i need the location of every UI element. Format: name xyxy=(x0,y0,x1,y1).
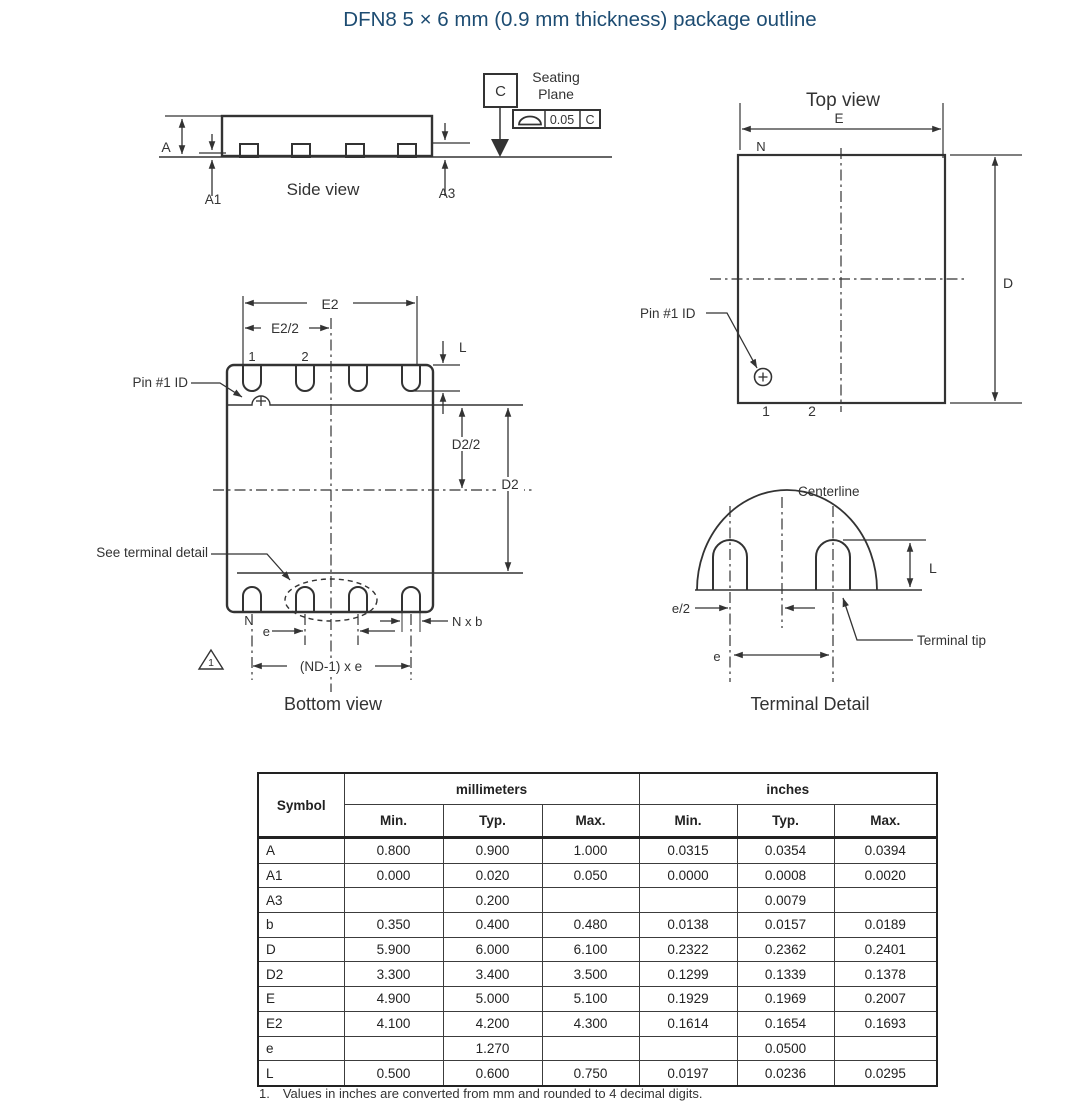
value-cell: 0.1299 xyxy=(639,962,737,987)
dim-label-nd1e: (ND-1) x e xyxy=(299,659,363,674)
top-view xyxy=(640,90,1022,419)
side-view-title: Side view xyxy=(286,180,360,199)
pin1-id-marker xyxy=(755,369,772,386)
dimensions-table xyxy=(257,772,938,1087)
table-row xyxy=(258,1011,937,1036)
table-row xyxy=(258,1036,937,1061)
side-view xyxy=(159,69,612,207)
value-cell: 0.0189 xyxy=(834,913,937,938)
value-cell: 0.0138 xyxy=(639,913,737,938)
value-cell xyxy=(542,1036,639,1061)
table-subheaders xyxy=(258,805,937,838)
symbol-header: Symbol xyxy=(258,773,344,838)
value-cell: 0.1378 xyxy=(834,962,937,987)
footnote-number: 1. xyxy=(259,1086,270,1101)
dim-label-d2-half: D2/2 xyxy=(451,437,481,452)
value-cell: 5.000 xyxy=(443,987,542,1012)
value-cell xyxy=(344,1036,443,1061)
value-cell: 0.2322 xyxy=(639,937,737,962)
value-cell: 0.0008 xyxy=(737,863,834,888)
value-cell: 0.020 xyxy=(443,863,542,888)
value-cell: 0.800 xyxy=(344,838,443,864)
value-cell: 5.100 xyxy=(542,987,639,1012)
symbol-cell: D2 xyxy=(258,962,344,987)
value-cell: 6.100 xyxy=(542,937,639,962)
feature-control-frame xyxy=(513,110,600,128)
value-cell: 4.300 xyxy=(542,1011,639,1036)
value-cell: 0.500 xyxy=(344,1061,443,1086)
value-cell: 0.2401 xyxy=(834,937,937,962)
value-cell: 0.2007 xyxy=(834,987,937,1012)
value-cell: 0.1654 xyxy=(737,1011,834,1036)
subheader-min-in: Min. xyxy=(639,805,737,838)
dim-label-a3: A3 xyxy=(438,186,456,201)
value-cell: 0.1929 xyxy=(639,987,737,1012)
table-row xyxy=(258,987,937,1012)
bottom-view-pin-number-2: 2 xyxy=(301,349,309,364)
value-cell: 0.1614 xyxy=(639,1011,737,1036)
bottom-view-pin1-label: Pin #1 ID xyxy=(132,375,188,390)
datum-target-triangle xyxy=(491,139,509,157)
value-cell: 0.480 xyxy=(542,913,639,938)
subheader-typ-in: Typ. xyxy=(737,805,834,838)
symbol-cell: E xyxy=(258,987,344,1012)
value-cell: 0.350 xyxy=(344,913,443,938)
table-row xyxy=(258,888,937,913)
dim-label-nxb: N x b xyxy=(452,614,483,629)
seating-plane-label-1: Seating xyxy=(532,69,580,85)
value-cell xyxy=(542,888,639,913)
value-cell xyxy=(639,1036,737,1061)
table-row xyxy=(258,863,937,888)
dim-label-e2-half: E2/2 xyxy=(271,321,299,336)
value-cell: 4.200 xyxy=(443,1011,542,1036)
inches-header: inches xyxy=(639,773,937,805)
terminal-tip-label: Terminal tip xyxy=(917,633,987,648)
seating-plane-callout xyxy=(484,69,600,157)
table-row xyxy=(258,1061,937,1086)
value-cell xyxy=(344,888,443,913)
value-cell: 0.1969 xyxy=(737,987,834,1012)
value-cell: 0.0020 xyxy=(834,863,937,888)
dim-label-e-pitch: e xyxy=(262,624,270,639)
subheader-max-mm: Max. xyxy=(542,805,639,838)
subheader-min-mm: Min. xyxy=(344,805,443,838)
dim-label-d: D xyxy=(1003,275,1014,291)
bottom-view-n-label: N xyxy=(244,613,254,628)
value-cell: 5.900 xyxy=(344,937,443,962)
value-cell: 0.0157 xyxy=(737,913,834,938)
value-cell: 0.000 xyxy=(344,863,443,888)
symbol-cell: e xyxy=(258,1036,344,1061)
value-cell: 0.0197 xyxy=(639,1061,737,1086)
symbol-cell: D xyxy=(258,937,344,962)
table-row xyxy=(258,962,937,987)
bottom-view-pin-number-1: 1 xyxy=(248,349,256,364)
mm-header: millimeters xyxy=(344,773,639,805)
value-cell: 0.0354 xyxy=(737,838,834,864)
bottom-view xyxy=(96,294,534,714)
dim-label-e2: E2 xyxy=(321,296,339,312)
bottom-view-package-body xyxy=(227,365,433,612)
flatness-tolerance: 0.05 xyxy=(549,113,575,127)
table-footnote xyxy=(259,1086,702,1101)
symbol-cell: A xyxy=(258,838,344,864)
value-cell: 0.0079 xyxy=(737,888,834,913)
dim-label-e-top: E xyxy=(834,111,844,126)
subheader-typ-mm: Typ. xyxy=(443,805,542,838)
dim-label-e-half: e/2 xyxy=(671,601,690,616)
terminal-detail-e-dimensions xyxy=(695,608,829,655)
value-cell: 0.0295 xyxy=(834,1061,937,1086)
top-view-pin1-label: Pin #1 ID xyxy=(640,306,696,321)
flatness-symbol-icon xyxy=(519,117,541,125)
symbol-cell: A3 xyxy=(258,888,344,913)
value-cell: 3.500 xyxy=(542,962,639,987)
note-flag-number: 1 xyxy=(208,657,214,669)
table-header-groups xyxy=(258,773,937,805)
dim-label-l-bottom: L xyxy=(459,340,467,355)
top-view-pin-number-2: 2 xyxy=(808,403,816,419)
dim-label-l-detail: L xyxy=(929,560,937,576)
value-cell: 0.900 xyxy=(443,838,542,864)
datum-c-label: C xyxy=(495,83,506,100)
dim-label-a1: A1 xyxy=(204,192,222,207)
dim-label-a: A xyxy=(161,139,171,155)
centerline-label: Centerline xyxy=(798,484,860,499)
table-row xyxy=(258,838,937,864)
value-cell: 1.000 xyxy=(542,838,639,864)
value-cell: 0.0394 xyxy=(834,838,937,864)
value-cell: 0.050 xyxy=(542,863,639,888)
value-cell: 3.300 xyxy=(344,962,443,987)
value-cell xyxy=(834,888,937,913)
value-cell xyxy=(834,1036,937,1061)
symbol-cell: A1 xyxy=(258,863,344,888)
terminal-detail-title: Terminal Detail xyxy=(750,694,870,714)
top-view-pin-number-1: 1 xyxy=(762,403,770,419)
top-view-dimensions xyxy=(740,103,1022,403)
value-cell: 0.200 xyxy=(443,888,542,913)
top-view-title: Top view xyxy=(806,90,880,111)
symbol-cell: L xyxy=(258,1061,344,1086)
value-cell: 0.0500 xyxy=(737,1036,834,1061)
value-cell: 0.0315 xyxy=(639,838,737,864)
value-cell: 0.600 xyxy=(443,1061,542,1086)
flatness-datum: C xyxy=(585,113,595,127)
value-cell: 4.900 xyxy=(344,987,443,1012)
value-cell: 0.1693 xyxy=(834,1011,937,1036)
value-cell: 0.1339 xyxy=(737,962,834,987)
terminal-detail xyxy=(672,484,986,714)
top-view-n-label: N xyxy=(756,139,766,154)
value-cell: 0.0000 xyxy=(639,863,737,888)
subheader-max-in: Max. xyxy=(834,805,937,838)
value-cell: 0.400 xyxy=(443,913,542,938)
terminal-detail-l-dimension xyxy=(843,540,926,587)
side-view-package-body xyxy=(222,116,432,156)
value-cell: 1.270 xyxy=(443,1036,542,1061)
value-cell xyxy=(639,888,737,913)
value-cell: 6.000 xyxy=(443,937,542,962)
footnote-text: Values in inches are converted from mm and rounded to 4 decimal digits. xyxy=(282,1086,703,1101)
dim-label-e-detail: e xyxy=(713,649,721,664)
see-terminal-detail-label: See terminal detail xyxy=(96,545,208,560)
value-cell: 0.750 xyxy=(542,1061,639,1086)
bottom-view-title: Bottom view xyxy=(283,694,383,714)
value-cell: 4.100 xyxy=(344,1011,443,1036)
seating-plane-label-2: Plane xyxy=(538,86,574,102)
pin1-leader-line xyxy=(706,313,757,368)
value-cell: 0.0236 xyxy=(737,1061,834,1086)
dim-label-d2: D2 xyxy=(501,477,519,492)
terminal-tip-leader xyxy=(843,598,913,640)
value-cell: 3.400 xyxy=(443,962,542,987)
value-cell: 0.2362 xyxy=(737,937,834,962)
table-row xyxy=(258,937,937,962)
symbol-cell: E2 xyxy=(258,1011,344,1036)
page-title: DFN8 5 × 6 mm (0.9 mm thickness) package outline xyxy=(343,8,817,31)
symbol-cell: b xyxy=(258,913,344,938)
table-row xyxy=(258,913,937,938)
